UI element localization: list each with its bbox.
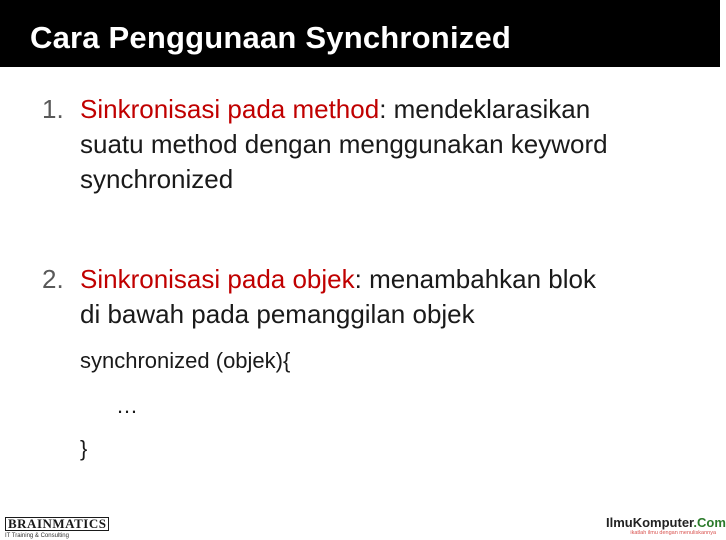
item-text: : menambahkan blok bbox=[354, 264, 596, 294]
item-text: di bawah pada pemanggilan objek bbox=[80, 299, 475, 329]
code-line: synchronized (objek){ bbox=[80, 348, 291, 373]
item-number: 2. bbox=[42, 264, 64, 294]
brainmatics-logo-subtitle: IT Training & Consulting bbox=[5, 533, 69, 539]
brainmatics-logo bbox=[5, 515, 107, 539]
list-item bbox=[42, 92, 702, 202]
item-term: Sinkronisasi pada objek bbox=[80, 264, 355, 294]
item-term: Sinkronisasi pada method bbox=[80, 94, 380, 124]
code-line: } bbox=[80, 436, 88, 461]
list-item bbox=[42, 262, 702, 337]
ilmukomputer-logo-name: IlmuKomputer bbox=[606, 515, 694, 530]
ilmukomputer-logo-text bbox=[606, 515, 726, 530]
item-text: : mendeklarasikan bbox=[379, 94, 591, 124]
item-number: 1. bbox=[42, 94, 64, 124]
item-text: synchronized bbox=[80, 164, 234, 194]
item-body bbox=[80, 92, 700, 197]
code-line: … bbox=[116, 393, 138, 418]
ilmukomputer-logo-domain: .Com bbox=[693, 515, 726, 530]
item-text: suatu method dengan menggunakan keyword bbox=[80, 129, 608, 159]
title-bar bbox=[0, 0, 720, 67]
slide-title: Cara Penggunaan Synchronized bbox=[30, 20, 512, 55]
item-body bbox=[80, 262, 700, 332]
item-first-line bbox=[80, 262, 700, 297]
ilmukomputer-logo-tagline: ikatlah ilmu dengan menuliskannya bbox=[630, 530, 716, 536]
ilmukomputer-logo bbox=[606, 515, 726, 537]
item-first-line bbox=[80, 92, 700, 127]
brainmatics-logo-text: BRAINMATICS bbox=[5, 517, 109, 531]
